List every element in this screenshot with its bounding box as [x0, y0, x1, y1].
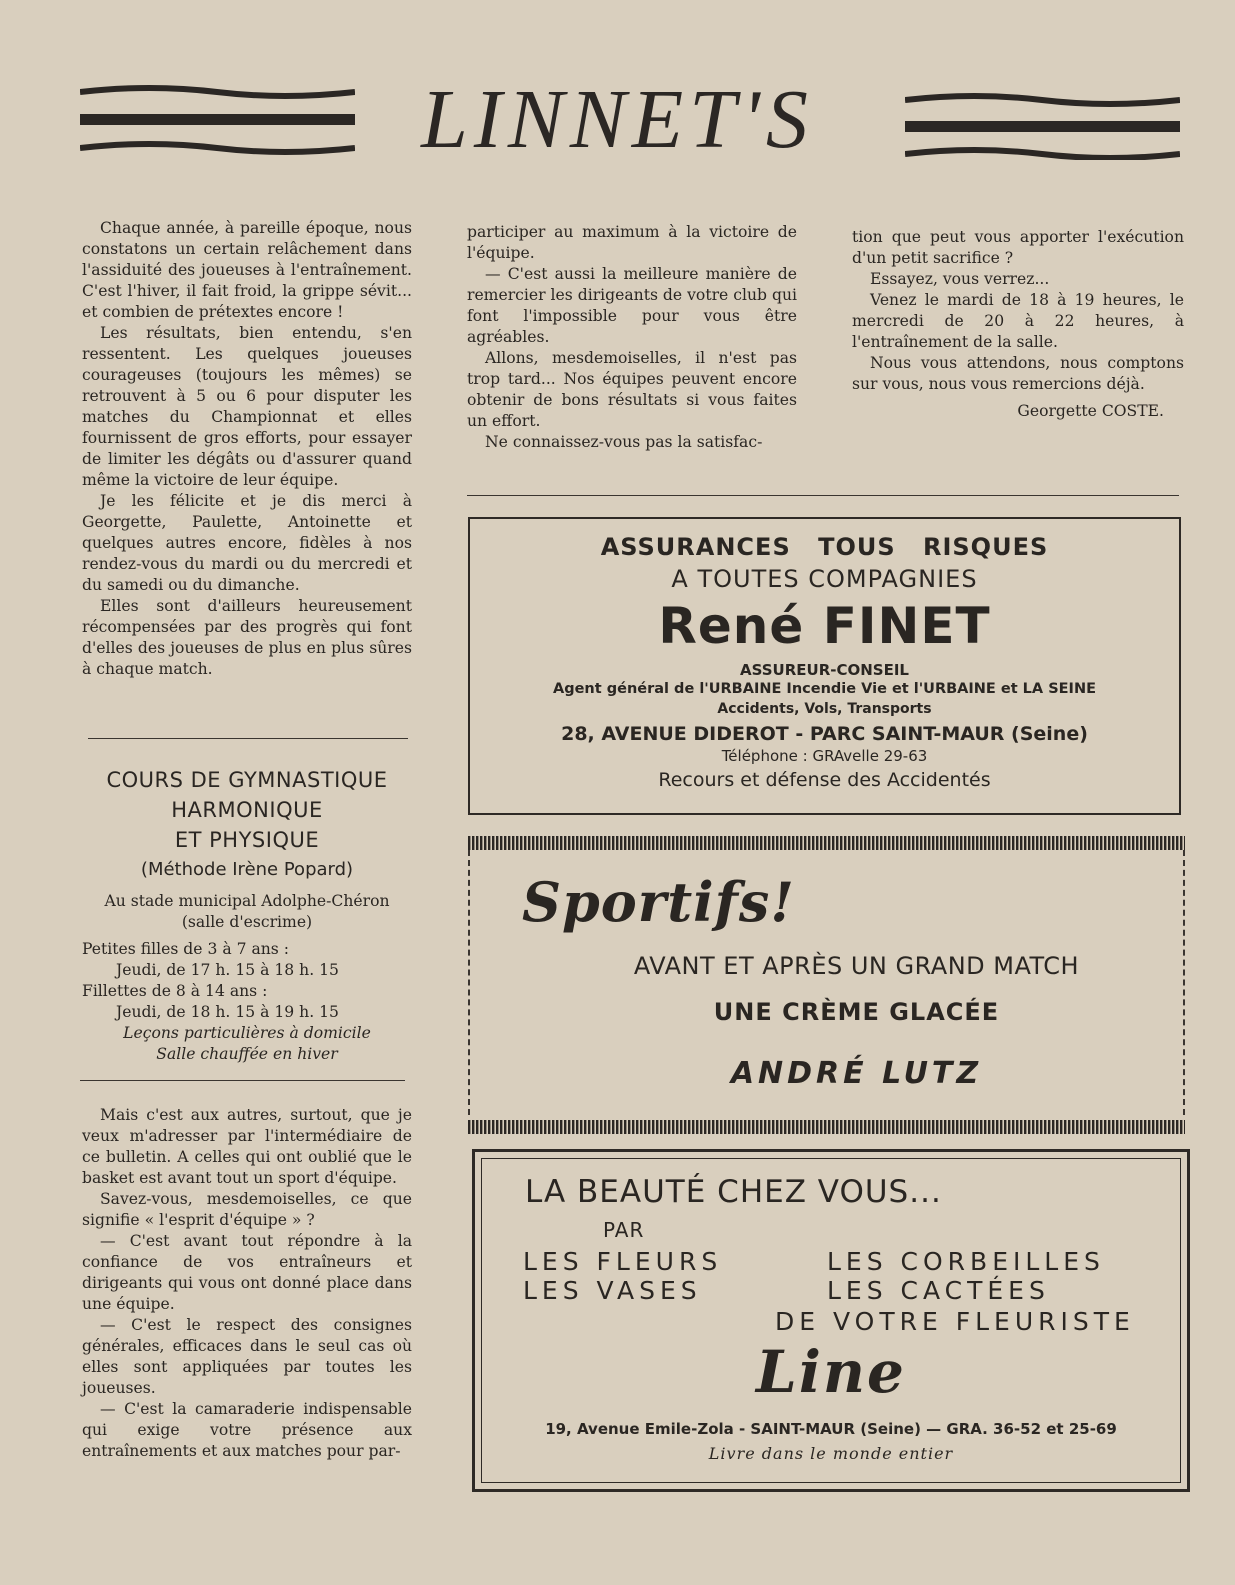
paragraph: Je les félicite et je dis merci à Georgette, Paulette, Antoinette et quelques autres encore, fidèles à nos rendez-vous du mardi ou du mercredi et du samedi ou du dimanche.	[82, 492, 412, 594]
gym-time-1: Jeudi, de 17 h. 15 à 18 h. 15	[116, 961, 339, 979]
insurance-agent: Agent général de l'URBAINE Incendie Vie et l'URBAINE et LA SEINE	[553, 681, 1096, 697]
florist-name: Line	[756, 1338, 906, 1406]
article-column-1	[82, 218, 412, 680]
header-ornament-left	[80, 80, 355, 160]
paragraph: — C'est aussi la meilleure manière de remercier les dirigeants de votre club qui font l'impossible pour vous être agréables.	[467, 265, 797, 346]
paragraph: Les résultats, bien entendu, s'en ressentent. Les quelques joueuses courageuses (toujours les mêmes) se retrouvent à 5 ou 6 pour disputer les matches du Championnat et elles fournissent de gros efforts, pour essayer de limiter les dégâts ou d'assurer quand même la victoire de leur équipe.	[82, 324, 412, 489]
paragraph: — C'est la camaraderie indispensable qui exige votre présence aux entraînements et aux matches pour par-	[82, 1400, 412, 1460]
hatched-border-top	[468, 836, 1185, 850]
gym-note-1: Leçons particulières à domicile	[123, 1024, 371, 1042]
header-ornament-right	[905, 80, 1180, 160]
gym-place-1: Au stade municipal Adolphe-Chéron	[104, 892, 390, 910]
ice-cream-brand: ANDRÉ LUTZ	[730, 1056, 983, 1091]
paragraph: Essayez, vous verrez...	[870, 270, 1050, 288]
divider	[467, 495, 1179, 496]
divider	[88, 738, 408, 739]
florist-item-2: LES CORBEILLES	[827, 1247, 1105, 1276]
gym-group-1: Petites filles de 3 à 7 ans :	[82, 940, 290, 958]
gym-time-2: Jeudi, de 18 h. 15 à 19 h. 15	[116, 1003, 339, 1021]
florist-ad	[472, 1149, 1190, 1492]
gym-heading-3: ET PHYSIQUE	[174, 828, 320, 852]
page-title: LINNET'S	[421, 73, 814, 166]
ice-cream-headline: Sportifs!	[522, 870, 796, 934]
gym-note-2: Salle chauffée en hiver	[156, 1045, 338, 1063]
insurance-phone: Téléphone : GRAvelle 29-63	[721, 747, 928, 765]
florist-item-4: LES CACTÉES	[827, 1276, 1050, 1305]
insurance-line-1: ASSURANCES TOUS RISQUES	[600, 533, 1049, 561]
gym-place	[82, 891, 412, 933]
florist-item-1: LES FLEURS	[523, 1247, 723, 1276]
paragraph: Elles sont d'ailleurs heureusement récompensées par des progrès qui font d'elles des joueuses de plus en plus sûres à chaque match.	[82, 597, 412, 678]
florist-item-3: LES VASES	[523, 1276, 702, 1305]
gym-method: (Méthode Irène Popard)	[140, 859, 354, 880]
insurance-line-2: A TOUTES COMPAGNIES	[671, 565, 978, 593]
gym-group-2: Fillettes de 8 à 14 ans :	[82, 982, 268, 1000]
insurance-service: Recours et défense des Accidentés	[658, 769, 991, 791]
ice-cream-line-2: UNE CRÈME GLACÉE	[713, 998, 1000, 1026]
insurance-address: 28, AVENUE DIDEROT - PARC SAINT-MAUR (Seine)	[561, 723, 1088, 745]
paragraph: Nous vous attendons, nous comptons sur vous, nous vous remercions déjà.	[852, 354, 1184, 393]
hatched-border-bottom	[468, 1120, 1185, 1134]
ice-cream-ad	[468, 850, 1185, 1115]
paragraph: Allons, mesdemoiselles, il n'est pas trop tard... Nos équipes peuvent encore obtenir de bons résultats si vous faites un effort.	[467, 349, 797, 430]
paragraph: Mais c'est aux autres, surtout, que je veux m'adresser par l'intermédiaire de ce bulletin. A celles qui ont oublié que le basket est avant tout un sport d'équipe.	[82, 1106, 412, 1187]
paragraph: participer au maximum à la victoire de l'équipe.	[467, 223, 797, 262]
florist-par: PAR	[603, 1218, 645, 1242]
paragraph: Ne connaissez-vous pas la satisfac-	[485, 433, 763, 451]
insurance-ad	[468, 517, 1181, 815]
gym-heading-2: HARMONIQUE	[171, 798, 323, 822]
ice-cream-line-1: AVANT ET APRÈS UN GRAND MATCH	[633, 952, 1080, 980]
article-column-2	[467, 222, 797, 453]
gym-place-2: (salle d'escrime)	[181, 913, 313, 931]
signature: Georgette COSTE.	[1017, 402, 1164, 420]
florist-title: LA BEAUTÉ CHEZ VOUS...	[525, 1174, 942, 1210]
florist-address: 19, Avenue Emile-Zola - SAINT-MAUR (Seine) — GRA. 36-52 et 25-69	[545, 1420, 1117, 1438]
gym-notice	[82, 765, 412, 1065]
article-column-1b	[82, 1105, 412, 1462]
insurance-types: Accidents, Vols, Transports	[717, 701, 932, 717]
florist-item-5: DE VOTRE FLEURISTE	[775, 1307, 1135, 1336]
insurance-role: ASSUREUR-CONSEIL	[740, 661, 909, 679]
paragraph: Savez-vous, mesdemoiselles, ce que signifie « l'esprit d'équipe » ?	[82, 1190, 412, 1229]
paragraph: tion que peut vous apporter l'exécution d'un petit sacrifice ?	[852, 228, 1184, 267]
paragraph: — C'est avant tout répondre à la confiance de vos entraîneurs et dirigeants qui vous ont donné place dans une équipe.	[82, 1232, 412, 1313]
florist-delivery: Livre dans le monde entier	[708, 1444, 954, 1463]
paragraph: Venez le mardi de 18 à 19 heures, le mercredi de 20 à 22 heures, à l'entraînement de la salle.	[852, 291, 1184, 351]
gym-heading-1: COURS DE GYMNASTIQUE	[106, 768, 388, 792]
paragraph: — C'est le respect des consignes générales, efficaces dans le seul cas où elles sont appliquées par toutes les joueuses.	[82, 1316, 412, 1397]
article-column-3	[852, 227, 1184, 422]
paragraph: Chaque année, à pareille époque, nous constatons un certain relâchement dans l'assiduité des joueuses à l'entraînement. C'est l'hiver, il fait froid, la grippe sévit... et combien de prétextes encore !	[82, 219, 412, 321]
insurance-name: René FINET	[658, 597, 991, 655]
divider	[80, 1080, 405, 1081]
